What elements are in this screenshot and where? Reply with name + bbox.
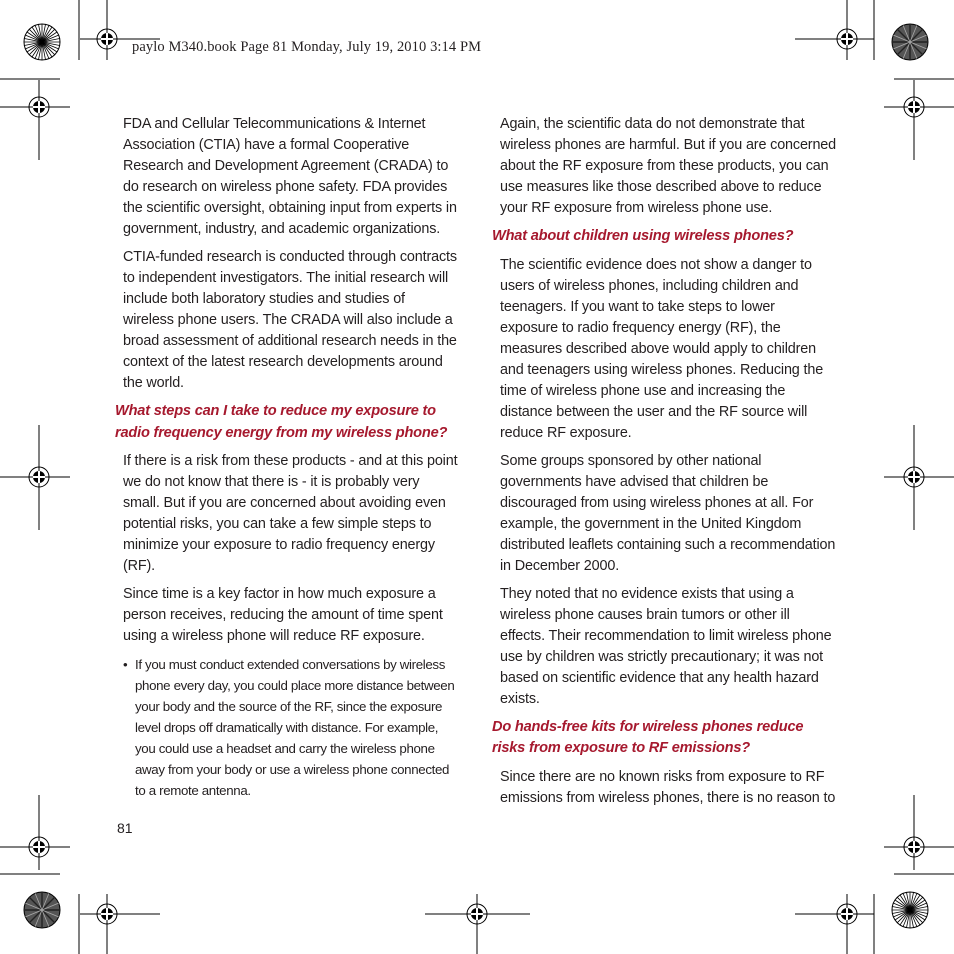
- left-column: [115, 114, 459, 808]
- paragraph-no-known-risks: Since there are no known risks from exposure to RF emissions from wireless phones, there is no reason to: [500, 768, 836, 806]
- heading-reduce-exposure: What steps can I take to reduce my exposure to radio frequency energy from my wireless phone?: [115, 403, 448, 441]
- bullet-item: [123, 654, 459, 801]
- heading-children: What about children using wireless phones?: [492, 228, 794, 244]
- paragraph-other-governments: Some groups sponsored by other national governments have advised that children be discouraged from using wireless phones at all. For example, the government in the United Kingdom distributed leaflets containing such a recommendation in December 2000.: [500, 452, 836, 574]
- paragraph-time-factor: Since time is a key factor in how much exposure a person receives, reducing the amount of time spent using a wireless phone will reduce RF exposure.: [123, 586, 443, 644]
- paragraph-no-evidence: They noted that no evidence exists that using a wireless phone causes brain tumors or other ill effects. Their recommendation to limit wireless phone use by children was strictly precautionary; it was not based on scientific evidence that any health hazard exists.: [500, 585, 832, 707]
- paragraph-scientific-data: Again, the scientific data do not demonstrate that wireless phones are harmful. But if you are concerned about the RF exposure from these products, you can use measures like those described above to reduce your RF exposure from wireless phone use.: [500, 116, 837, 216]
- paragraph-risk: If there is a risk from these products - and at this point we do not know that there is - it is probably very small. But if you are concerned about avoiding even potential risks, you can take a few simple steps to minimize your exposure to radio frequency energy (RF).: [123, 453, 458, 574]
- page-number: 81: [117, 820, 133, 836]
- heading-hands-free: Do hands-free kits for wireless phones reduce risks from exposure to RF emissions?: [492, 718, 804, 756]
- paragraph-fda-ctia: FDA and Cellular Telecommunications & Internet Association (CTIA) have a formal Cooperative Research and Development Agreement (CRADA) to do research on wireless phone safety. FDA provides the scientific oversight, obtaining input from experts in government, industry, and academic organizations.: [123, 116, 457, 237]
- bullet-marker: •: [123, 657, 128, 672]
- paragraph-ctia-research: CTIA-funded research is conducted through contracts to independent investigators. The initial research will include both laboratory studies and studies of wireless phone users. The CRADA will also include a broad assessment of additional research needs in the context of the latest research developments around the world.: [123, 249, 457, 391]
- right-column: [492, 114, 837, 816]
- book-header: paylo M340.book Page 81 Monday, July 19, 2010 3:14 PM: [132, 39, 482, 55]
- paragraph-children-evidence: The scientific evidence does not show a danger to users of wireless phones, including children and teenagers. If you want to take steps to lower exposure to radio frequency energy (RF), the measures described above would apply to children and teenagers using wireless phones. Reducing the time of wireless phone use and increasing the distance between the user and the RF source will reduce RF exposure.: [500, 256, 824, 441]
- bullet-text: If you must conduct extended conversations by wireless phone every day, you could place more distance between your body and the source of the RF, since the exposure level drops off dramatically with distance. For example, you could use a headset and carry the wireless phone away from your body or use a wireless phone connected to a remote antenna.: [135, 657, 455, 798]
